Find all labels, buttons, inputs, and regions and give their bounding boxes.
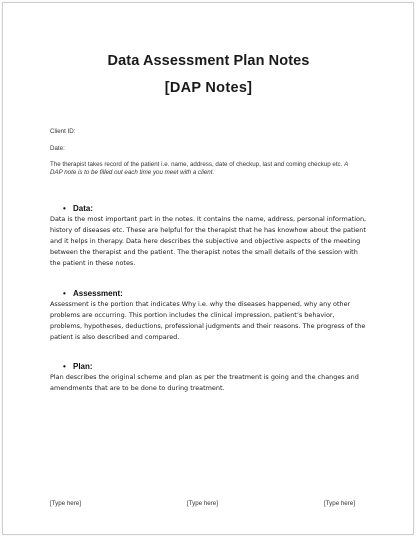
footer-center-placeholder[interactable]: [Type here] [187,500,218,507]
intro-italic-text: A DAP note is to be filled out each time you meet with a client. [50,161,348,176]
footer-right-placeholder[interactable]: [Type here] [324,500,355,507]
footer-left-placeholder[interactable]: [Type here] [50,500,81,507]
bullet-icon: • [63,204,66,213]
bullet-icon: • [63,362,66,371]
document-subtitle: [DAP Notes] [164,80,253,96]
section-heading-label: Plan: [73,362,93,371]
section-heading-label: Assessment: [73,289,123,298]
bullet-icon: • [63,289,66,298]
client-id-label: Client ID: [50,128,76,135]
section-heading-assessment [63,289,123,299]
document-title: Data Assessment Plan Notes [107,53,310,69]
section-body-data: Data is the most important part in the notes. It contains the name, address, personal information, history of diseases etc. These are helpful for the therapist that he has knowhow about the patient and it helps in therapy. Data here describes the subjective and objective aspects of the meeting between the therapist and the patient. The therapist notes the small details of the session with the patient in these notes. [50,215,367,267]
section-heading-plan [63,362,93,372]
section-body-plan: Plan describes the original scheme and plan as per the treatment is going and the changes and amendments that are to be done to during treatment. [50,373,359,392]
section-heading-label: Data: [73,204,94,213]
date-label: Date: [50,145,65,152]
section-heading-data [63,204,93,214]
intro-text: The therapist takes record of the patient i.e. name, address, date of checkup, last and coming checkup etc. [50,161,345,168]
intro-paragraph [50,161,355,177]
section-body-assessment: Assessment is the portion that indicates Why i.e. why the diseases happened, why any other problems are occurring. This portion includes the clinical impression, patient’s behavior, problems, hypotheses, deductions, professional judgments and their reasons. The progress of the patient is also described and compared. [50,300,366,341]
